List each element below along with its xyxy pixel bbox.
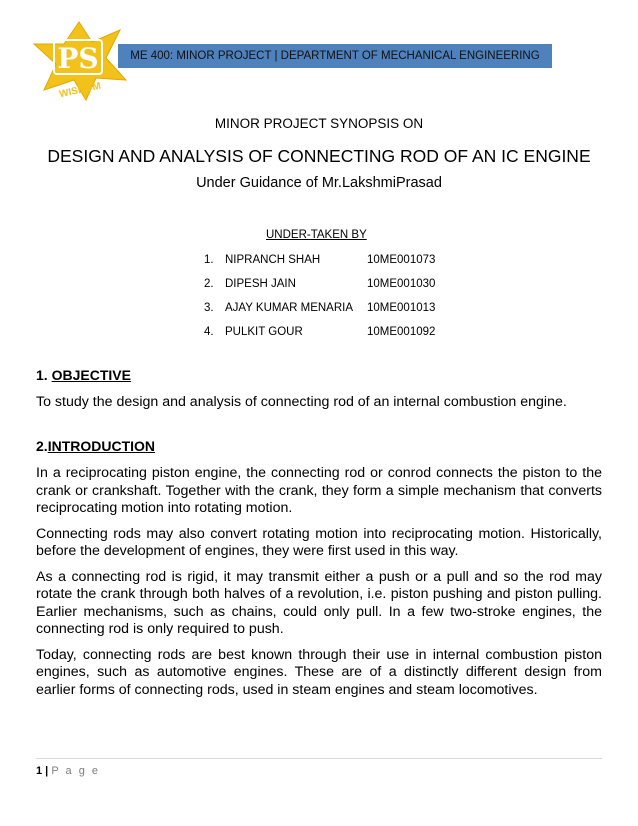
undertaken-heading: UNDER-TAKEN BY	[266, 229, 367, 241]
page-label: P a g e	[51, 765, 100, 777]
member-id: 10ME001092	[367, 326, 436, 338]
logo-subtext: WISDOM	[58, 80, 102, 101]
member-number: 1.	[204, 254, 214, 266]
footer-divider	[36, 758, 602, 759]
member-number: 2.	[204, 278, 214, 290]
page-number: 1	[36, 765, 43, 777]
guidance-line: Under Guidance of Mr.LakshmiPrasad	[196, 175, 442, 191]
intro-paragraph: Connecting rods may also convert rotating motion into reciprocating motion. Historically, before the development of engines, they were first used in this way.	[36, 525, 602, 559]
objective-heading-text: OBJECTIVE	[51, 367, 131, 383]
logo-text: PS	[57, 42, 99, 75]
introduction-body	[36, 465, 602, 707]
objective-text: To study the design and analysis of connecting rod of an internal combustion engine.	[36, 394, 567, 410]
synopsis-label: MINOR PROJECT SYNOPSIS ON	[214, 116, 424, 131]
intro-paragraph: Today, connecting rods are best known through their use in internal combustion piston engines, such as automotive engines. These are of a distinctly different design from earlier forms of connecting rods, used in steam engines and steam locomotives.	[36, 646, 602, 698]
project-title: DESIGN AND ANALYSIS OF CONNECTING ROD OF AN IC ENGINE	[47, 146, 591, 166]
member-number: 4.	[204, 326, 214, 338]
objective-heading	[36, 367, 131, 383]
member-number: 3.	[204, 302, 214, 314]
intro-paragraph: As a connecting rod is rigid, it may transmit either a push or a pull and so the rod may rotate the crank through both halves of a revolution, i.e. piston pushing and piston pulling. Earlier mechanisms, such as chains, could only pull. In a few two-stroke engines, the connecting rod is only required to push.	[36, 568, 602, 637]
member-id: 10ME001073	[367, 254, 436, 266]
intro-paragraph: In a reciprocating piston engine, the connecting rod or conrod connects the piston to the crank or crankshaft. Together with the crank, they form a simple mechanism that converts reciprocating motion into rotating motion.	[36, 465, 602, 516]
member-id: 10ME001013	[367, 302, 436, 314]
introduction-heading	[36, 438, 155, 454]
introduction-number: 2.	[36, 438, 48, 454]
header-bar: ME 400: MINOR PROJECT | DEPARTMENT OF MECHANICAL ENGINEERING	[118, 44, 552, 68]
ps-wisdom-logo	[30, 20, 128, 102]
introduction-heading-text: INTRODUCTION	[47, 438, 156, 454]
footer-separator: |	[42, 765, 52, 777]
member-name: DIPESH JAIN	[225, 278, 296, 290]
member-name: NIPRANCH SHAH	[225, 254, 321, 266]
member-name: AJAY KUMAR MENARIA	[225, 302, 354, 314]
member-name: PULKIT GOUR	[225, 326, 303, 338]
objective-number: 1.	[36, 367, 52, 383]
page-footer	[36, 765, 100, 777]
member-id: 10ME001030	[367, 278, 436, 290]
